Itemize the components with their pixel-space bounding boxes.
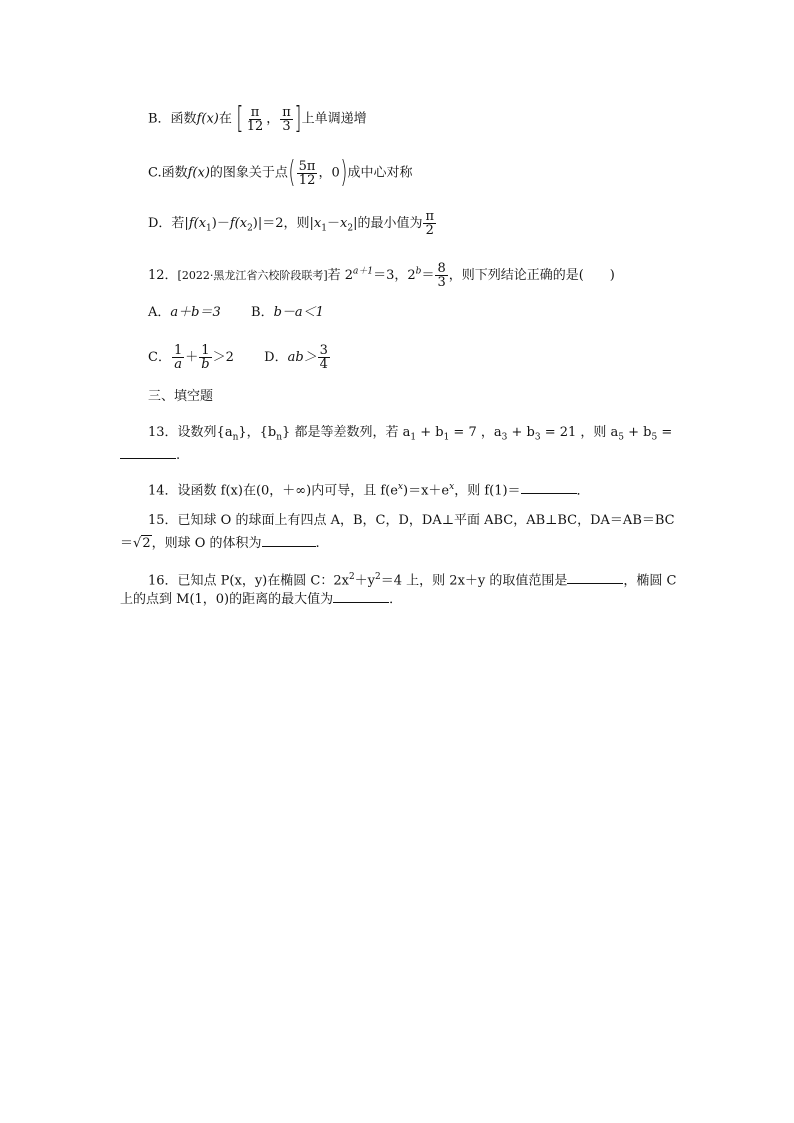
option-a-label: A． [148,305,171,320]
q12-text2: ＝3，2 [373,268,416,283]
q13-s2: n [276,432,283,443]
answer-blank[interactable] [521,481,577,494]
question-15 [148,512,675,530]
section-3-text: 三、填空题 [148,389,214,404]
left-paren: ( [288,155,296,190]
q13-p6: + b [507,425,535,440]
q15-text1: 15．已知球 O 的球面上有四点 A，B，C，D，DA⊥平面 ABC，AB⊥BC，DA＝AB＝BC [148,513,675,528]
x2: x [340,216,348,231]
q13-p9: = [657,425,673,440]
function-fx: f(x) [196,111,219,127]
answer-blank[interactable] [567,571,623,584]
left-bracket: [ [236,101,244,136]
q13-p7: = 21 ，则 a [540,425,619,440]
answer-blank[interactable] [262,534,316,547]
q16-sup1: 2 [348,572,355,582]
section-title [148,388,213,406]
q13-p5: = 7 ，a [449,425,502,440]
q13-p2: }，{b [238,425,277,440]
option-b-tail: 上单调递增 [301,111,367,127]
point-zero: ，0 [318,165,340,181]
exp-2: b [415,266,422,277]
q13-p1: 13．设数列{a [148,425,233,440]
q12-text1: 若 2 [327,268,354,283]
q13-s7: 5 [618,432,625,443]
q16-text2: ＋y [354,573,376,589]
mid-2: )|＝2，则| [252,216,314,231]
fraction-5pi-12: $\frac{5\pi}{12}$ [298,158,316,188]
q14-text1: 14．设函数 f(x)在(0，＋∞)内可导，且 f(e [148,483,398,499]
option-c-tail: 成中心对称 [347,165,413,181]
option-b-label: B．函数 [148,111,197,127]
minus: － [326,216,340,231]
question-16-line2 [120,590,402,609]
fraction-1-b: $\frac{1}{b}$ [201,343,210,372]
answer-blank[interactable] [120,446,176,459]
question-15-line2 [120,534,320,553]
fraction-3-4: $\frac{3}{4}$ [319,343,328,372]
option-d-text: ab＞ [287,350,317,365]
fraction-1-a: $\frac{1}{a}$ [173,343,183,372]
right-bracket: ] [294,101,302,136]
q15-pre: ＝ [120,536,134,551]
question-number: 12． [148,268,178,283]
q16-text4: ，椭圆 C [623,573,677,589]
option-d [148,210,437,238]
sub-4: 2 [347,223,354,234]
sub-2: 2 [247,223,253,234]
option-c-tail: ＞2 [212,350,234,365]
fraction-pi-12: $\frac{\pi}{12}$ [246,104,264,134]
question-source: [2022·黑龙江省六校阶段联考] [177,269,328,282]
option-d-label: D．若| [148,216,189,231]
option-d-label: D． [264,350,288,365]
exp-1: a＋1 [353,266,374,277]
q14-end: ． [576,483,590,499]
q15-mid: ，则球 O 的体积为 [151,536,262,551]
option-b-mid: 在 [218,111,232,127]
sub-1: 1 [206,223,212,234]
function-fx: f(x) [187,165,210,181]
question-14 [148,478,590,500]
sqrt-value: 2 [142,536,151,551]
q13-s8: 5 [651,432,658,443]
q14-text3: ，则 f(1)＝ [454,483,521,499]
q14-sup1: x [397,482,403,492]
sqrt-icon: √ [133,536,142,551]
q16-sup2: 2 [375,572,381,582]
question-16 [148,568,676,590]
question-12 [148,262,615,289]
option-c-label: C.函数 [148,165,188,181]
q14-text2: )＝x＋e [403,483,450,499]
q13-end: . [176,448,181,463]
q16-text1: 16．已知点 P(x，y)在椭圆 C：2x [148,573,349,589]
x1: x [313,216,322,231]
separator: ， [266,111,280,127]
question-13-line2 [120,446,180,465]
f-x2: f(x [229,216,248,231]
plus: ＋ [185,350,199,365]
q16-end: ． [389,592,403,607]
question-13 [148,424,672,447]
option-b-label: B． [251,305,274,320]
option-d-tail: |的最小值为 [353,216,423,231]
q16-line2: 上的点到 M(1，0)的距离的最大值为 [120,592,334,607]
q12-options-ab [148,304,324,322]
fraction-pi-2: $\frac{\pi}{2}$ [425,209,435,238]
q13-s3: 1 [410,432,417,443]
q12-options-cd [148,344,331,371]
q15-end: . [315,536,320,551]
option-c [148,155,413,190]
sub-3: 1 [321,223,327,234]
option-c-label: C． [148,350,171,365]
q16-text3: ＝4 上，则 2x＋y 的取值范围是 [380,573,568,589]
q13-s4: 1 [443,432,450,443]
option-c-mid: 的图象关于点 [209,165,288,181]
option-b [148,101,367,136]
option-b-text: b－a＜1 [273,305,324,320]
mid-1: )－ [211,216,230,231]
f-x1: f(x [188,216,207,231]
q13-p8: + b [624,425,652,440]
q13-s1: n [232,432,239,443]
q12-tail: ，则下列结论正确的是( ) [448,268,615,283]
answer-blank[interactable] [333,590,389,603]
q13-s5: 3 [501,432,508,443]
q13-s6: 3 [534,432,541,443]
fraction-pi-3: $\frac{\pi}{3}$ [282,104,291,134]
q14-sup2: x [449,482,455,492]
right-paren: ) [340,155,348,190]
q12-text3: ＝ [421,268,435,283]
q13-p3: } 都是等差数列，若 a [282,425,411,440]
fraction-8-3: $\frac{8}{3}$ [437,261,446,290]
q13-p4: + b [416,425,444,440]
option-a-text: a＋b＝3 [170,305,221,320]
